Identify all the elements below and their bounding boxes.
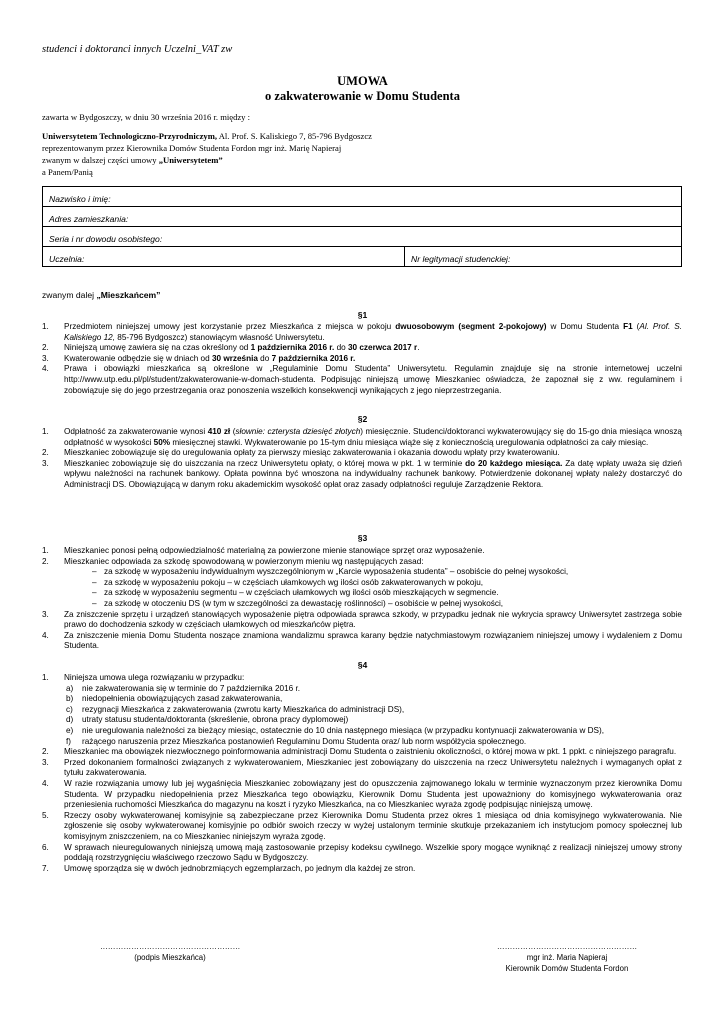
termination-reasons-list — [64, 684, 682, 748]
list-item — [66, 684, 682, 695]
text: Kwaterowanie odbędzie się w dniach od — [64, 353, 212, 363]
item-number: 2. — [42, 747, 49, 757]
text: rażącego naruszenia przez Mieszkańca postanowień Regulaminu Domu Studenta oraz/ lub norm współżycia społecznego. — [82, 736, 527, 746]
section-4-item-3 — [42, 758, 682, 779]
university-label: Uczelnia: — [49, 254, 85, 264]
section-1-item-1 — [42, 322, 682, 343]
building-code: F1 — [623, 322, 633, 331]
university-name: Uniwersytetem Technologiczno-Przyrodniczym, — [42, 131, 218, 141]
item-number: 4. — [42, 630, 49, 640]
section-2-title: §2 — [357, 414, 368, 424]
text: Rzeczy osoby wykwaterowanej komisyjnie są zabezpieczane przez Kierownika Domu Studenta przez okres 1 miesiąca od dnia komisyjnego wykwaterowania. Nie zgłoszenie się osoby wykwaterowanej komisyjnie po odbiór swoich rzeczy w wyżej ustalonym terminie skutkuje przekazaniem ich instytucjom pomocy społecznej lub komisyjnym zniszczeniem, na co Mieszkaniec niniejszym wyraża zgodę. — [64, 810, 682, 841]
text: niedopełnienia obowiązujących zasad zakwaterowania, — [82, 694, 283, 704]
text: w Domu Studenta — [546, 322, 624, 331]
text: 85-796 Bydgoszcz) stanowiącym własność Uniwersytetu. — [114, 332, 325, 342]
resident-line — [42, 290, 160, 300]
list-item — [66, 715, 682, 726]
text: Mieszkaniec ponosi pełną odpowiedzialność materialną za powierzone mienie stanowiące sprzęt oraz wyposażenie. — [64, 546, 485, 555]
text: Odpłatność za zakwaterowanie wynosi — [64, 427, 208, 436]
list-item — [66, 726, 682, 737]
signature-dots: ……………………………………………… — [100, 942, 241, 951]
text: Niniejszą umowę zawiera się na czas określony od — [64, 343, 251, 353]
damage-rules-list — [42, 567, 682, 609]
address-label: Adres zamieszkania: — [49, 214, 129, 224]
university-line — [42, 131, 372, 141]
list-item: – za szkodę w wyposażeniu pokoju – w częściach ułamkowych wg ilości osób zakwaterowanych w pokoju, — [92, 578, 682, 589]
signature-label: (podpis Mieszkańca) — [134, 953, 206, 962]
id-field[interactable] — [43, 227, 682, 247]
list-item — [66, 737, 682, 748]
student-id-field[interactable] — [405, 247, 682, 267]
personal-data-form — [42, 186, 682, 267]
letter: b) — [66, 694, 74, 704]
signature-dots: ……………………………………………… — [496, 942, 638, 951]
section-1-title: §1 — [357, 310, 368, 320]
text: . — [417, 343, 420, 353]
represented-line: reprezentowanym przez Kierownika Domów Studenta Fordon mgr inż. Marię Napieraj — [42, 143, 342, 153]
text: Umowę sporządza się w dwóch jednobrzmiących egzemplarzach, po jednym dla każdej ze stron. — [64, 863, 416, 873]
text: W razie rozwiązania umowy lub jej wygaśnięcia Mieszkaniec zobowiązany jest do opuszczenia zajmowanego lokalu w terminie wyznaczonym przez kierownika Domu Studenta. W przypadku niedopełnienia przez Mieszkańca tego obowiązku, Kierownik Domu Studenta jest upoważniony do komisyjnego wykwaterowania oraz przeniesienia ruchomości Mieszkańca do magazynu na koszt i ryzyko Mieszkańca, na co Mieszkaniec wyraża zgodę podpisując niniejszą umowę. — [64, 778, 682, 810]
text: Mieszkaniec ma obowiązek niezwłocznego poinformowania administracji Domu Studenta o zaistnieniu okoliczności, o której mowa w pkt. 1 ppkt. c niniejszego paragrafu. — [64, 747, 677, 757]
payment-deadline: do 20 każdego miesiąca. — [465, 458, 563, 468]
text: Przedmiotem niniejszej umowy jest korzystanie przez Mieszkańca z miejsca w pokoju — [64, 322, 396, 331]
manager-title: Kierownik Domów Studenta Fordon — [505, 964, 629, 973]
section-4-item-5 — [42, 811, 682, 843]
item-number: 2. — [42, 343, 49, 353]
item-number: 3. — [42, 757, 49, 767]
university-field[interactable] — [43, 247, 405, 267]
list-item: – za szkodę w otoczeniu DS (w tym w szczególności za dewastację roślinności) – osobiście w pełnej wysokości, — [92, 599, 682, 610]
letter: f) — [66, 736, 72, 746]
text: Mieszkaniec zobowiązuje się do uiszczania na rzecz Uniwersytetu opłaty, o której mowa w pkt. 1 w terminie — [64, 458, 466, 468]
resident-signature — [100, 941, 240, 963]
text: nie zakwaterowania się w terminie do 7 października 2016 r. — [82, 683, 300, 693]
item-number: 1. — [42, 673, 49, 682]
end-date: 30 czerwca 2017 r — [348, 343, 418, 353]
section-4-item-6 — [42, 843, 682, 864]
section-4-item-1 — [42, 673, 682, 747]
section-4-item-4 — [42, 779, 682, 811]
text: Prawa i obowiązki mieszkańca są określone w „Regulaminie Domu Studenta” Uniwersytetu. Regulamin znajduje się na stronie internetowej uczelni http://www.utp.edu.pl/pl/student/zakwaterowanie-w-domach-studenta. Podpisując niniejszą umowę Mieszkaniec oświadcza, że zapoznał się z ww. regulaminem i zobowiązuje się do jego przestrzegania oraz ponoszenia wszelkich konsekwencji wynikających z jego nieprzestrzegania. — [64, 364, 682, 395]
list-item: – za szkodę w wyposażeniu indywidualnym wyszczególnionym w „Karcie wyposażenia studenta” – osobiście do pełnej wysokości, — [92, 567, 682, 578]
fee-in-words: słownie: czterysta dziesięć złotych — [235, 427, 361, 436]
section-2-item-1 — [42, 427, 682, 448]
item-number: 2. — [42, 556, 49, 566]
text: Mieszkaniec odpowiada za szkodę spowodowaną w powierzonym mieniu wg następujących zasad: — [64, 556, 424, 566]
text: ( — [230, 427, 236, 436]
text: Niniejsza umowa ulega rozwiązaniu w przypadku: — [64, 673, 245, 682]
section-3-item-4 — [42, 631, 682, 652]
section-3-title: §3 — [357, 533, 368, 543]
text: nie uregulowania należności za bieżący miesiąc, ostatecznie do 10 dnia następnego miesiąca (w przypadku kontynuacji zakwaterowania w DS), — [82, 725, 605, 735]
list-item: – za szkodę w wyposażeniu segmentu – w częściach ułamkowych wg ilości osób mieszkających w segmencie. — [92, 588, 682, 599]
item-number: 1. — [42, 322, 49, 331]
item-number: 5. — [42, 810, 49, 820]
section-4-title: §4 — [357, 660, 368, 670]
section-1-item-2 — [42, 343, 682, 354]
university-address: Al. Prof. S. Kaliskiego 7, 85-796 Bydgoszcz — [217, 131, 372, 141]
fee-percent: 50% — [153, 437, 171, 447]
item-number: 3. — [42, 353, 49, 363]
section-3 — [42, 546, 682, 652]
called-prefix: zwanym w dalszej części umowy — [42, 155, 159, 165]
document-header-note: studenci i doktoranci innych Uczelni_VAT zw — [42, 44, 233, 55]
manager-signature — [482, 941, 652, 974]
text: ( — [632, 322, 640, 331]
item-number: 3. — [42, 609, 49, 619]
letter: c) — [66, 704, 73, 714]
called-line — [42, 155, 223, 165]
text: Mieszkaniec zobowiązuje się do uregulowania opłaty za pierwszy miesiąc zakwaterowania i okazania dowodu wpłaty przy kwaterowaniu. — [64, 448, 560, 458]
id-label: Seria i nr dowodu osobistego: — [49, 234, 163, 244]
list-item — [66, 705, 682, 716]
section-2-item-2 — [42, 448, 682, 459]
item-number: 1. — [42, 427, 49, 436]
list-item — [66, 694, 682, 705]
item-number: 2. — [42, 448, 49, 458]
checkin-end: 7 października 2016 r. — [271, 353, 356, 363]
item-number: 7. — [42, 863, 49, 873]
section-1-item-4 — [42, 364, 682, 396]
address-field[interactable] — [43, 207, 682, 227]
text: Za zniszczenie mienia Domu Studenta noszące znamiona wandalizmu sprawca karany będzie natychmiastowym rozwiązaniem niniejszej umowy i wydaleniem z Domu Studenta. — [64, 630, 682, 651]
section-1 — [42, 322, 682, 396]
text: Za zniszczenie sprzętu i urządzeń stanowiących wyposażenie piętra odpowiada sprawca szkody, w przypadku jednak nie wykrycia sprawcy Uniwersytet zastrzega sobie prawo do dochodzenia szkody w częściach ułamkowych od mieszkańców piętra. — [64, 609, 682, 630]
section-2 — [42, 427, 682, 491]
concluded-line: zawarta w Bydgoszczy, w dniu 30 września 2016 r. między : — [42, 112, 251, 122]
section-4 — [42, 673, 682, 874]
item-number: 1. — [42, 546, 49, 555]
resident-name: „Mieszkańcem” — [96, 290, 161, 300]
section-3-item-2 — [42, 557, 682, 568]
text: miesięcznej stawki. Wykwaterowanie po 15-tym dniu miesiąca wiąże się z koniecznością uregulowania odpłatności za cały miesiąc. — [170, 437, 649, 447]
section-2-item-3 — [42, 459, 682, 491]
text: ) miesięcznie. Studenci/doktoranci wykwaterowujący się do 15-go dnia miesiąca wnoszą odpłatność w wysokości — [64, 427, 682, 447]
item-number: 4. — [42, 778, 49, 788]
text: do — [257, 353, 272, 363]
letter: e) — [66, 725, 74, 735]
section-3-item-1 — [42, 546, 682, 557]
item-number: 6. — [42, 842, 49, 852]
room-type: dwuosobowym (segment 2-pokojowy) — [395, 322, 547, 331]
item-number: 4. — [42, 364, 49, 374]
section-4-item-2 — [42, 747, 682, 758]
text: W sprawach nieuregulowanych niniejszą umową mają zastosowanie przepisy kodeksu cywilnego. Wszelkie spory mogące wyniknąć z realizacji niniejszej umowy strony poddają rozstrzygnięciu właściwego rzeczowo Sądu w Bydgoszczy. — [64, 842, 682, 863]
section-4-item-7 — [42, 864, 682, 875]
item-number: 3. — [42, 458, 49, 468]
fee-amount: 410 zł — [207, 427, 231, 436]
document-subtitle: o zakwaterowanie w Domu Studenta — [265, 89, 460, 103]
text: utraty statusu studenta/doktoranta (skreślenie, obrona pracy dyplomowej) — [82, 715, 349, 725]
section-3-item-3 — [42, 610, 682, 631]
letter: a) — [66, 683, 74, 693]
section-1-item-3 — [42, 354, 682, 365]
checkin-start: 30 września — [211, 353, 258, 363]
document-title: UMOWA — [337, 74, 388, 88]
building-address: Al. Prof. S. Kaliskiego 12, — [64, 322, 682, 342]
manager-name: mgr inż. Maria Napieraj — [526, 953, 608, 962]
resident-prefix: zwanym dalej — [42, 290, 97, 300]
and-with-line: a Panem/Panią — [42, 167, 93, 177]
text: do — [334, 343, 348, 353]
name-label: Nazwisko i imię: — [49, 194, 111, 204]
start-date: 1 października 2016 r. — [250, 343, 335, 353]
letter: d) — [66, 715, 74, 725]
text: Za datę wpłaty uważa się dzień wpływu należności na rachunek bankowy. Opłata powinna być wnoszona na indywidualny rachunek bankowy. Potwierdzenie dokonanej wpłaty należy dostarczyć do Administracji DS. Obowiązującą w danym roku akademickim wysokość opłat oraz zasady odpłatności reguluje Zarządzenie Rektora. — [64, 458, 682, 489]
name-field[interactable] — [43, 187, 682, 207]
text: rezygnacji Mieszkańca z zakwaterowania (zwrotu karty Mieszkańca do administracji DS), — [82, 704, 405, 714]
called-name: „Uniwersytetem” — [158, 155, 223, 165]
student-id-label: Nr legitymacji studenckiej: — [411, 254, 511, 264]
text: Przed dokonaniem formalności związanych z wykwaterowaniem, Mieszkaniec jest zobowiązany do uiszczenia na rzecz Uniwersytetu należnych i wymaganych opłat z tytułu zakwaterowania. — [64, 757, 682, 778]
